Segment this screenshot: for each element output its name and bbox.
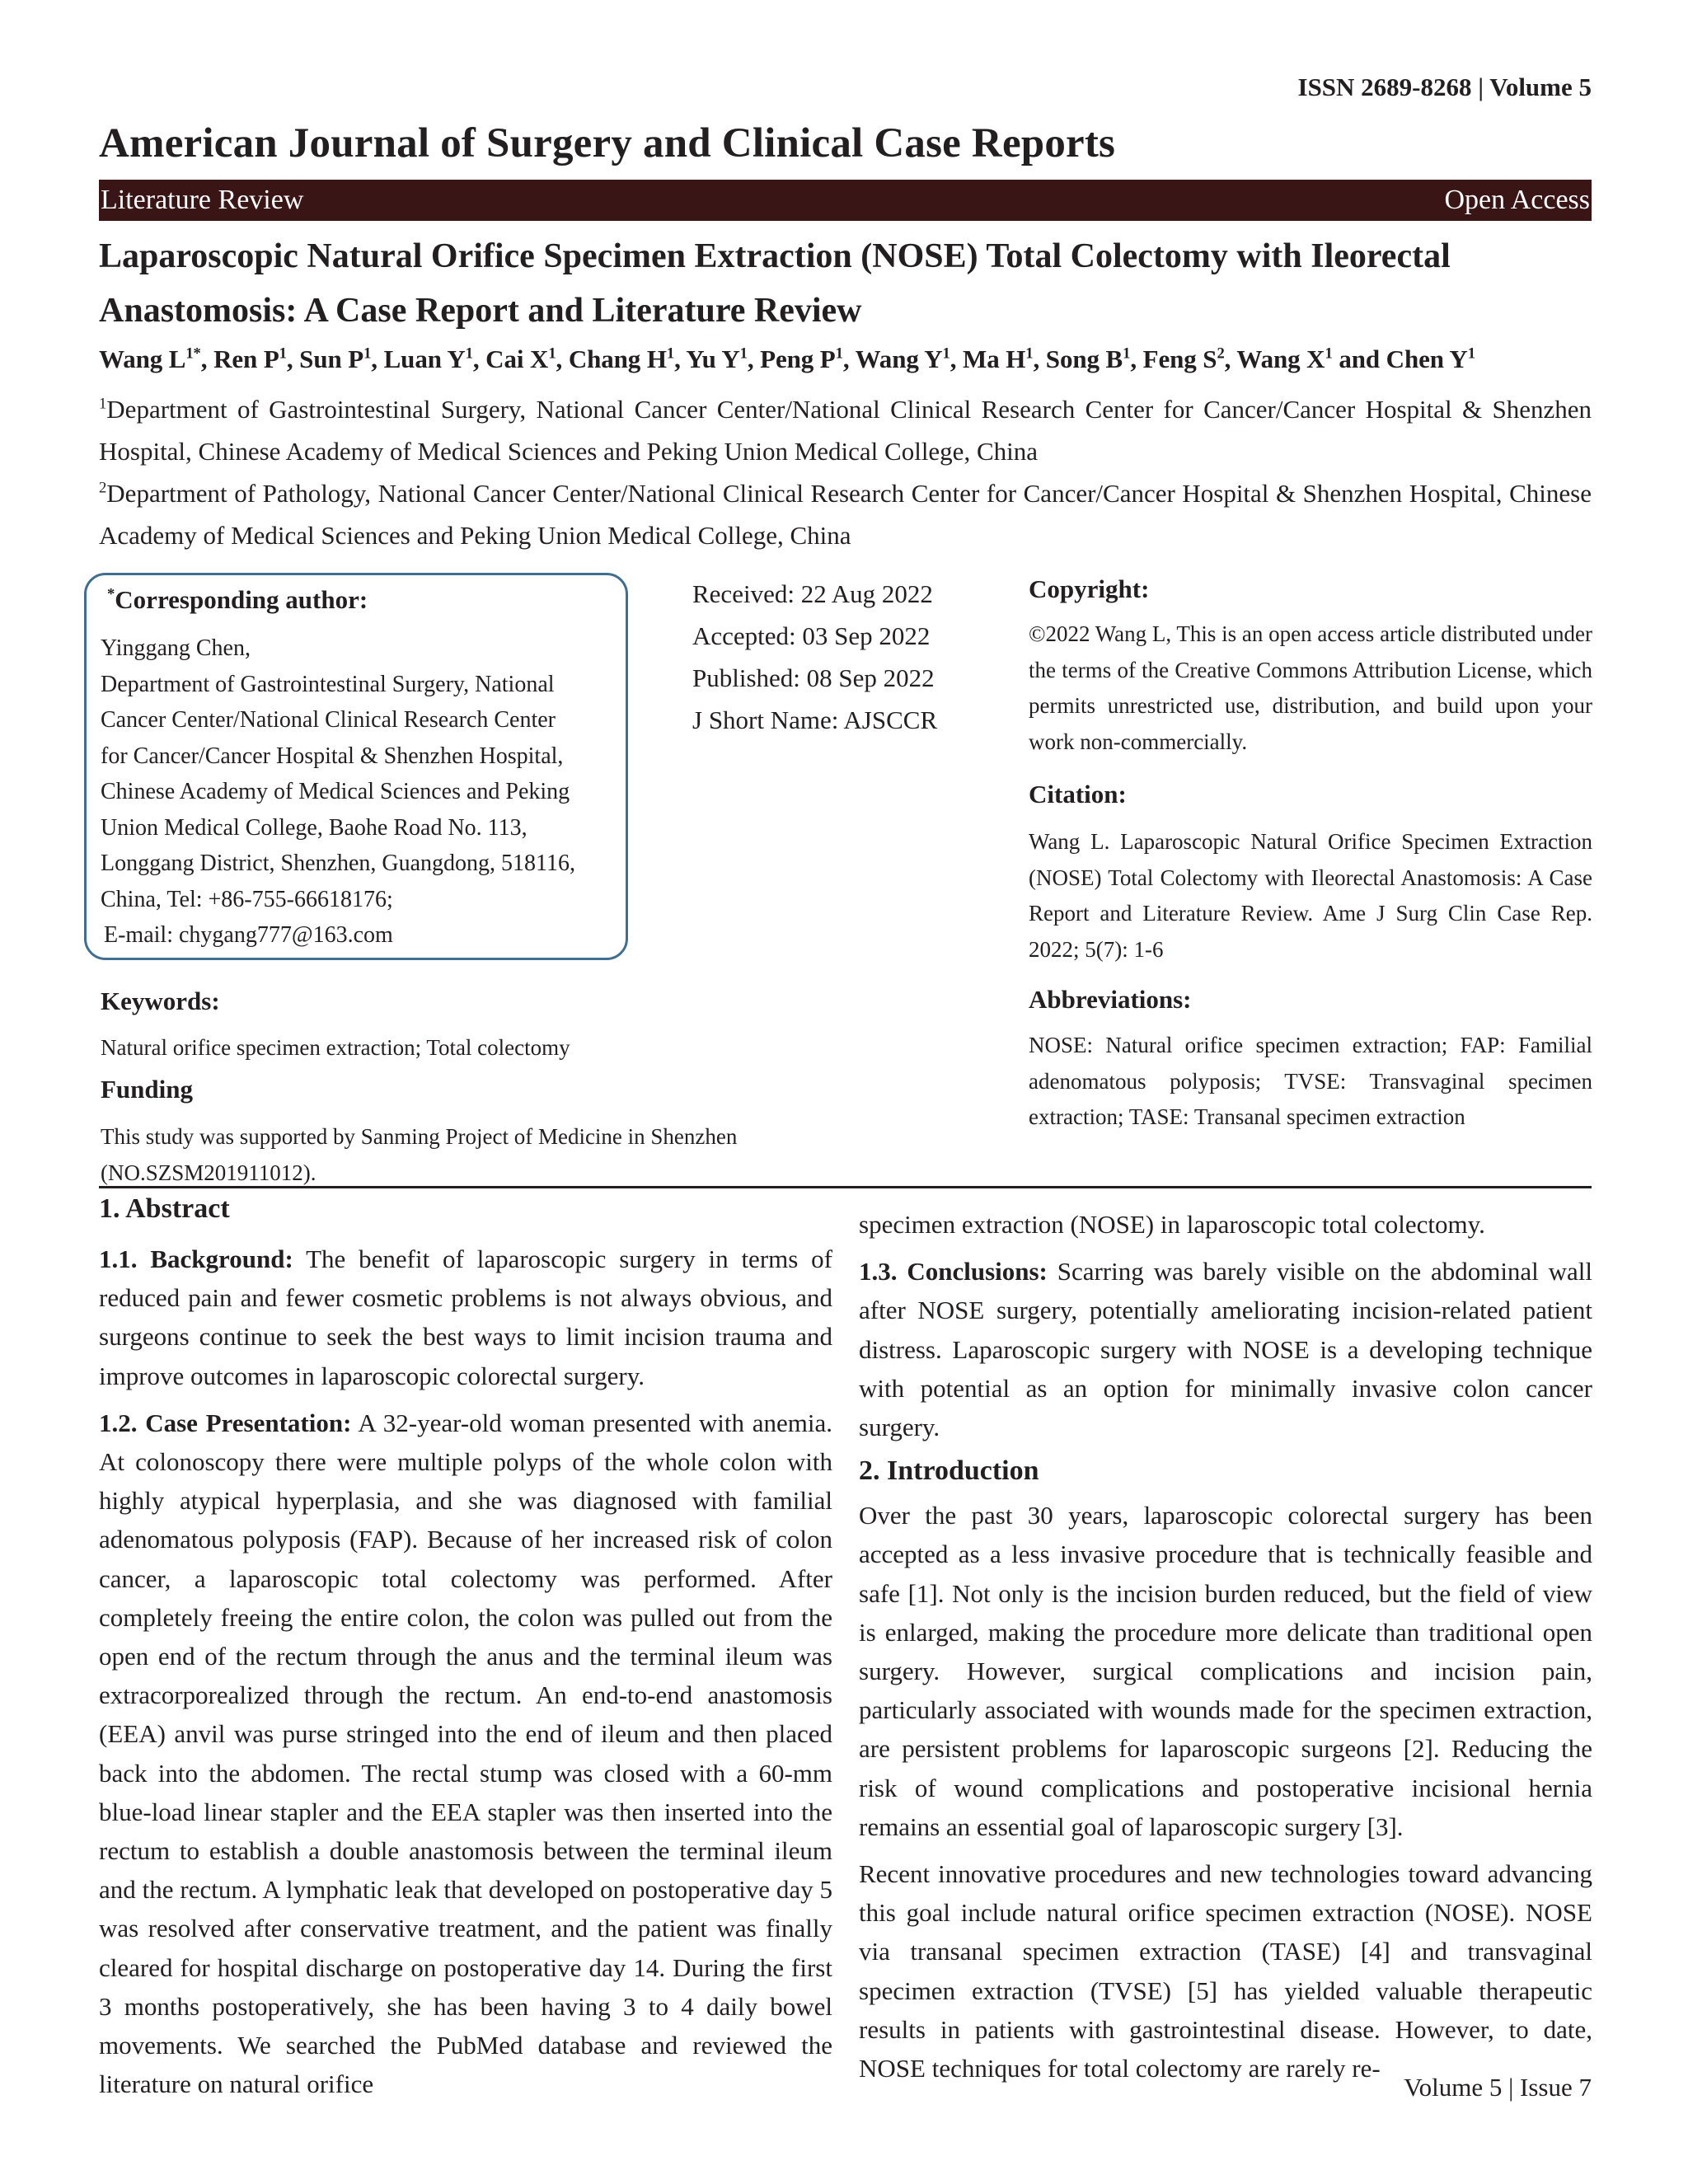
corresponding-line: Chinese Academy of Medical Sciences and Peking <box>101 779 570 804</box>
author-separator: , <box>747 344 761 373</box>
abstract-conclusions <box>859 1252 1592 1446</box>
affiliation-2-marker: 2 <box>99 479 107 497</box>
abstract-background <box>99 1240 832 1395</box>
corresponding-line: Department of Gastrointestinal Surgery, National <box>101 671 555 697</box>
author-affiliation-marker: 1 <box>465 344 473 363</box>
author-affiliation-marker: 1 <box>739 344 748 363</box>
abstract-heading: 1. Abstract <box>99 1193 230 1224</box>
author-affiliation-marker: 1 <box>363 344 372 363</box>
corresponding-line: Yinggang Chen, <box>101 635 251 661</box>
author-separator: , <box>1224 344 1237 373</box>
corresponding-heading-text: Corresponding author: <box>115 585 368 614</box>
author-separator: , <box>842 344 856 373</box>
affiliation-2-text: Department of Pathology, National Cancer Center/National Clinical Research Center for Cancer/Cancer Hospital & Shenzhen Hospital, Chinese Academy of Medical Sciences and Peking Union Medical College, China <box>99 479 1592 550</box>
case-text: A 32-year-old woman presented with anemia. At colonoscopy there were multiple polyps of the whole colon with highly atypical hyperplasia, and she was diagnosed with familial adenomatous polyposis (FAP). Because of her increased risk of colon cancer, a laparoscopic total colectomy was performed. After completely freeing the entire colon, the colon was pulled out from the open end of the rectum through the anus and the terminal ileum was extracorporealized through the rectum. An end-to-end anastomosis (EEA) anvil was purse stringed into the end of ileum and then placed back into the abdomen. The rectal stump was closed with a 60-mm blue-load linear stapler and the EEA stapler was then inserted into the rectum to establish a double anastomosis between the terminal ileum and the rectum. A lymphatic leak that developed on postoperative day 5 was resolved after conservative treatment, and the patient was finally cleared for hospital discharge on postoperative day 14. During the first 3 months postoperatively, she has been having 3 to 4 daily bowel movements. We searched the PubMed database and reviewed the literature on natural orifice <box>99 1408 832 2099</box>
article-dates <box>692 573 937 741</box>
section-divider <box>99 1186 1592 1188</box>
corresponding-line: Longgang District, Shenzhen, Guangdong, 518116, <box>101 851 575 876</box>
author-separator: , <box>950 344 964 373</box>
open-access-label: Open Access <box>1444 185 1590 215</box>
introduction-paragraph-1: Over the past 30 years, laparoscopic colorectal surgery has been accepted as a less invasive procedure that is technically feasible and safe [1]. Not only is the incision burden reduced, but the field of view is enlarged, making the procedure more delicate than traditional open surgery. However, surgical complications and incision pain, particularly associated with wounds made for the specimen extraction, are persistent problems for laparoscopic surgeons [2]. Reducing the risk of wound complications and postoperative incisional hernia remains an essential goal of laparoscopic surgery [3]. <box>859 1501 1592 1841</box>
funding-heading: Funding <box>101 1075 194 1104</box>
accepted-date: Accepted: 03 Sep 2022 <box>692 621 931 650</box>
author-separator: , <box>674 344 687 373</box>
author-name: Cai X <box>485 344 549 373</box>
abbreviations-text: NOSE: Natural orifice specimen extraction; FAP: Familial adenomatous polyposis; TVSE: Transvaginal specimen extraction; TASE: Transanal specimen extraction <box>1029 1033 1592 1129</box>
author-name: Wang Y <box>855 344 943 373</box>
abbreviations-heading: Abbreviations: <box>1029 985 1192 1014</box>
received-date: Received: 22 Aug 2022 <box>692 579 933 608</box>
author-separator: , <box>286 344 300 373</box>
background-text: The benefit of laparoscopic surgery in terms of reduced pain and fewer cosmetic problems is not always obvious, and surgeons continue to seek the best ways to limit incision trauma and improve outcomes in laparoscopic colorectal surgery. <box>99 1244 832 1390</box>
author-name: Song B <box>1045 344 1123 373</box>
author-name: Sun P <box>299 344 364 373</box>
author-separator: , <box>371 344 384 373</box>
author-name: Feng S <box>1142 344 1217 373</box>
background-label: 1.1. Background: <box>99 1244 293 1273</box>
journal-short-name: J Short Name: AJSCCR <box>692 705 938 734</box>
author-separator: , <box>556 344 569 373</box>
author-name: Ren P <box>213 344 279 373</box>
funding-text: This study was supported by Sanming Project of Medicine in Shenzhen (NO.SZSM201911012). <box>101 1124 738 1185</box>
author-name: Luan Y <box>383 344 466 373</box>
affiliation-1 <box>99 388 1592 472</box>
conclusions-label: 1.3. Conclusions: <box>859 1257 1048 1286</box>
introduction-heading: 2. Introduction <box>859 1455 1039 1487</box>
issn-volume: ISSN 2689-8268 | Volume 5 <box>1297 73 1592 101</box>
author-name: Wang X <box>1236 344 1325 373</box>
corresponding-author-heading <box>107 585 368 615</box>
author-name: Peng P <box>760 344 836 373</box>
author-name: Chen Y <box>1386 344 1468 373</box>
journal-title: American Journal of Surgery and Clinical Case Reports <box>99 120 1116 166</box>
author-affiliation-marker: 1 <box>279 344 287 363</box>
corresponding-line: Cancer Center/National Clinical Research Center <box>101 707 556 733</box>
case-continued: specimen extraction (NOSE) in laparoscopic total colectomy. <box>859 1210 1485 1239</box>
affiliation-1-text: Department of Gastrointestinal Surgery, National Cancer Center/National Clinical Research Center for Cancer/Cancer Hospital & Shenzhen Hospital, Chinese Academy of Medical Sciences and Peking Union Medical College, China <box>99 395 1592 466</box>
abstract-right-column <box>859 1205 1592 2088</box>
author-affiliation-marker: 1 <box>548 344 556 363</box>
corresponding-star: * <box>107 585 115 603</box>
citation-heading: Citation: <box>1029 780 1127 808</box>
corresponding-line: for Cancer/Cancer Hospital & Shenzhen Hospital, <box>101 743 564 769</box>
author-list <box>99 344 1595 374</box>
article-title: Laparoscopic Natural Orifice Specimen Extraction (NOSE) Total Colectomy with Ileorectal Anastomosis: A Case Report and Literature Review <box>99 237 1451 330</box>
abstract-case-presentation <box>99 1404 832 2104</box>
affiliation-1-marker: 1 <box>99 395 107 413</box>
corresponding-email: E-mail: chygang777@163.com <box>104 922 393 948</box>
article-type-bar <box>99 180 1592 221</box>
published-date: Published: 08 Sep 2022 <box>692 663 935 692</box>
author-separator: , <box>1033 344 1046 373</box>
author-affiliation-marker: 1 <box>1467 344 1475 363</box>
copyright-text: ©2022 Wang L, This is an open access article distributed under the terms of the Creative Commons Attribution License, which permits unrestricted use, distribution, and build upon your work non-commercially. <box>1029 621 1592 754</box>
abstract-left-column <box>99 1240 832 2103</box>
author-affiliation-marker: 1 <box>666 344 675 363</box>
author-affiliation-marker: 1* <box>185 344 201 363</box>
author-name: Wang L <box>99 344 186 373</box>
keywords-text: Natural orifice specimen extraction; Total colectomy <box>101 1035 570 1060</box>
author-affiliation-marker: 1 <box>1025 344 1034 363</box>
author-name: Chang H <box>568 344 667 373</box>
author-separator: , <box>472 344 486 373</box>
keywords-heading: Keywords: <box>101 987 220 1015</box>
author-affiliation-marker: 2 <box>1217 344 1225 363</box>
affiliation-2 <box>99 472 1592 556</box>
introduction-paragraph-2: Recent innovative procedures and new technologies toward advancing this goal include natural orifice specimen extraction (NOSE). NOSE via transanal specimen extraction (TASE) [4] and transvaginal specimen extraction (TVSE) [5] has yielded valuable therapeutic results in patients with gastrointestinal disease. However, to date, NOSE techniques for total colectomy are rarely re- <box>859 1859 1592 2083</box>
author-name: Yu Y <box>686 344 740 373</box>
author-name: Ma H <box>963 344 1026 373</box>
corresponding-line: China, Tel: +86-755-66618176; <box>101 886 393 912</box>
corresponding-author-details <box>101 630 620 954</box>
author-separator: , <box>1130 344 1143 373</box>
conclusions-text: Scarring was barely visible on the abdominal wall after NOSE surgery, potentially ameliorating incision-related patient distress. Laparoscopic surgery with NOSE is a developing technique with potential as an option for minimally invasive colon cancer surgery. <box>859 1257 1593 1442</box>
article-type: Literature Review <box>101 185 304 215</box>
author-affiliation-marker: 1 <box>1123 344 1131 363</box>
author-separator: , <box>200 344 214 373</box>
copyright-heading: Copyright: <box>1029 574 1150 603</box>
author-affiliation-marker: 1 <box>835 344 843 363</box>
page-footer: Volume 5 | Issue 7 <box>1404 2073 1592 2102</box>
author-separator: and <box>1332 344 1386 373</box>
citation-text: Wang L. Laparoscopic Natural Orifice Specimen Extraction (NOSE) Total Colectomy with Ileorectal Anastomosis: A Case Report and Literature Review. Ame J Surg Clin Case Rep. 2022; 5(7): 1-6 <box>1029 829 1592 962</box>
corresponding-line: Union Medical College, Baohe Road No. 113, <box>101 814 528 841</box>
case-label: 1.2. Case Presentation: <box>99 1408 352 1437</box>
author-affiliation-marker: 1 <box>942 344 950 363</box>
author-affiliation-marker: 1 <box>1325 344 1333 363</box>
